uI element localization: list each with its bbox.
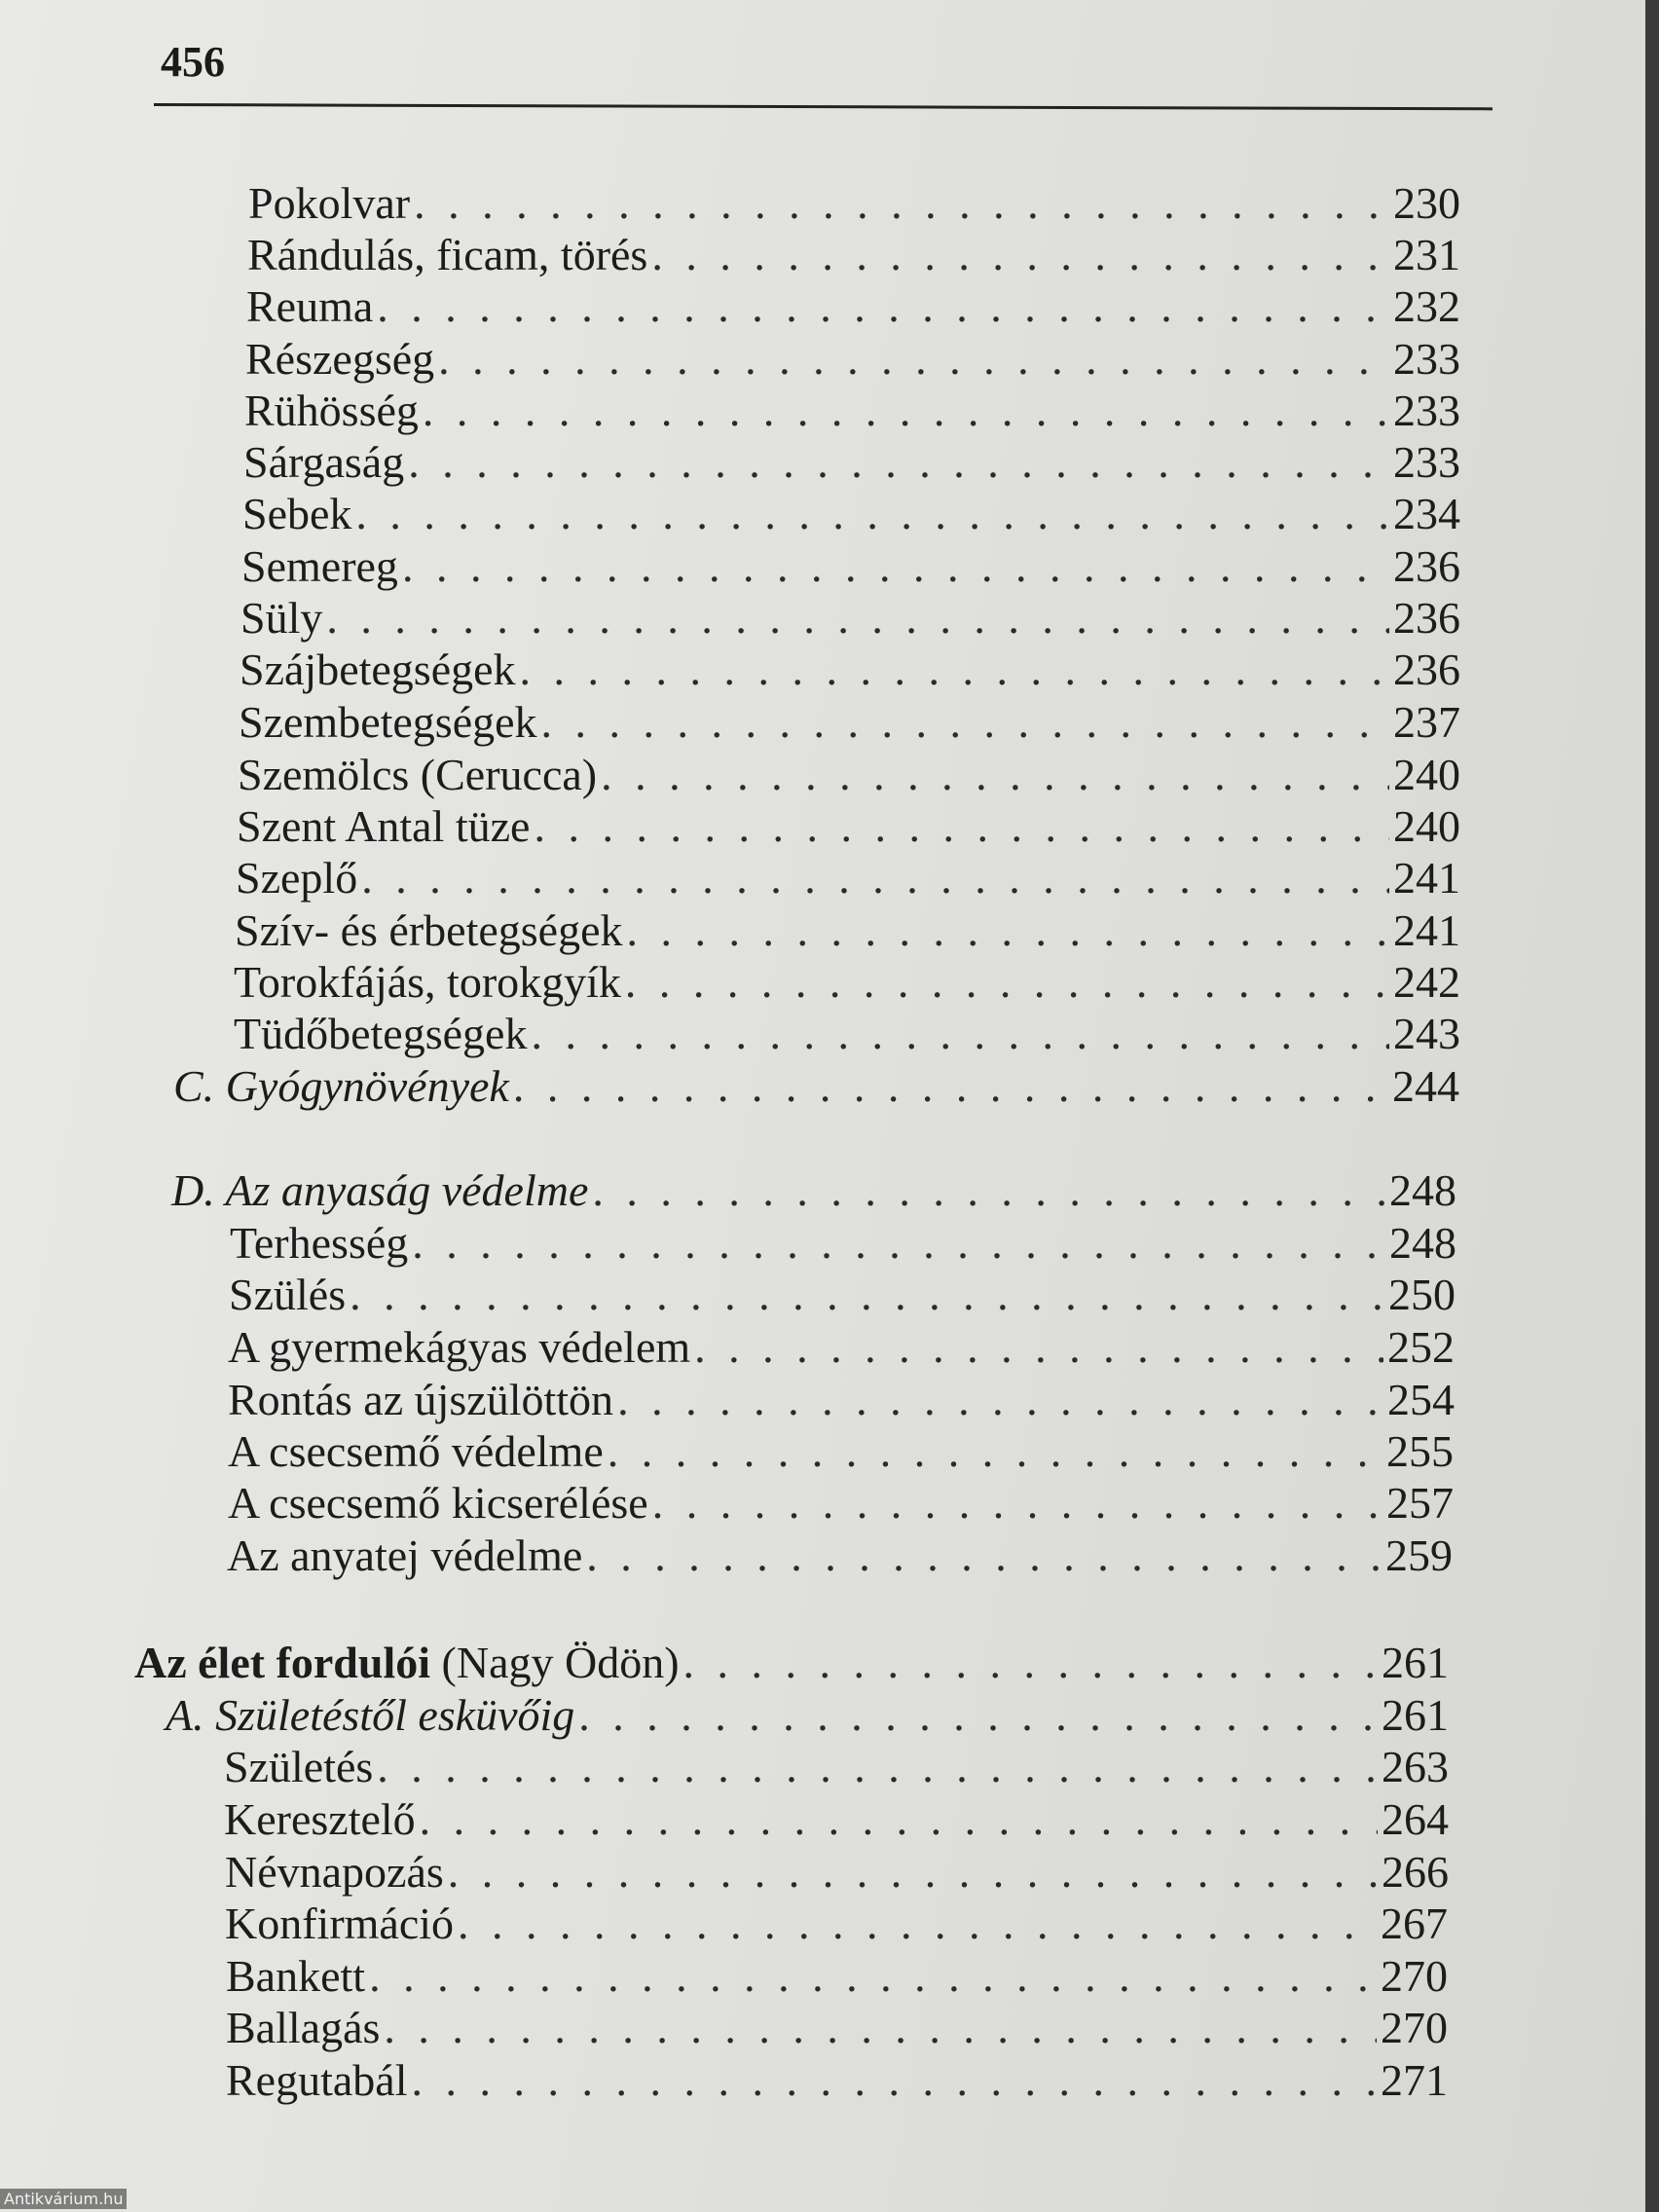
toc-entry [242,489,1460,539]
toc-section-entry [166,1690,1449,1741]
toc-entry-page: 233 [1393,334,1460,384]
dot-leader [355,489,1389,539]
page-number: 456 [161,38,225,86]
toc-entry-title: Tüdőbetegségek [234,1009,528,1058]
dot-leader [458,1899,1377,1949]
toc-entry [247,230,1460,280]
dot-leader [541,697,1389,748]
toc-entry-title: Szembetegségek [239,697,537,747]
toc-entry-title: Szülés [229,1270,347,1319]
toc-entry-page: 237 [1393,697,1460,747]
dot-leader [412,1218,1385,1269]
toc-entry-title: Rándulás, ficam, törés [247,230,648,279]
toc-entry-page: 234 [1393,489,1460,538]
toc-entry [240,645,1460,695]
toc-entry-page: 263 [1382,1742,1449,1791]
toc-entry-page: 270 [1381,2003,1448,2052]
toc-entry [237,801,1460,852]
toc-entry-title: Semereg [241,541,398,591]
toc-entry-page: 244 [1392,1061,1459,1111]
watermark: Antikvárium.hu [0,2189,127,2209]
toc-entry-page: 231 [1393,230,1460,279]
dot-leader [627,905,1389,956]
toc-entry-title: Bankett [226,1951,366,2001]
toc-entry-title: Pokolvar [248,178,411,228]
toc-entry-page: 248 [1389,1218,1456,1268]
dot-leader [694,1322,1383,1373]
toc-entry [226,1951,1448,2002]
toc-entry [228,1375,1455,1425]
dot-leader [384,2003,1377,2053]
toc-entry-title: Torokfájás, torokgyík [234,957,621,1007]
dot-leader [586,1530,1382,1581]
toc-entry-title: C. Gyógynövények [173,1061,509,1111]
toc-entry-page: 233 [1393,437,1460,487]
toc-entry-page: 270 [1381,1951,1448,2001]
toc-entry [248,178,1460,229]
toc-entry-title: Ballagás [226,2003,381,2052]
toc-entry-page: 241 [1393,905,1460,955]
toc-entry-title: Sárgaság [243,437,405,487]
dot-leader [601,750,1389,800]
toc-entry [243,437,1460,488]
toc-entry-title: Részegség [245,334,435,384]
dot-leader [513,1061,1388,1112]
page-edge [1645,0,1659,2212]
dot-leader [377,281,1389,332]
toc-entry-title: Sebek [242,489,352,538]
toc-entry [225,1899,1448,1949]
toc-section-entry [173,1061,1459,1112]
dot-leader [683,1638,1378,1688]
toc-entry [226,2055,1448,2106]
dot-leader [592,1165,1385,1216]
toc-entry-title: Konfirmáció [225,1899,455,1948]
toc-entry-page: 250 [1388,1270,1456,1319]
toc-entry [226,2003,1448,2053]
toc-entry-page: 259 [1385,1530,1453,1580]
toc-entry-title: A csecsemő kicserélése [228,1478,648,1528]
toc-entry-title: Regutabál [226,2055,408,2105]
dot-leader [402,541,1389,592]
toc-entry-title: Születés [224,1742,374,1791]
dot-leader [414,178,1389,229]
toc-entry-page: 264 [1382,1794,1449,1844]
toc-entry-page: 236 [1393,541,1460,591]
dot-leader [438,334,1389,385]
toc-entry-title: Reuma [246,281,374,331]
toc-entry-page: 252 [1387,1322,1455,1372]
dot-leader [423,386,1389,436]
toc-entry-page: 261 [1382,1638,1449,1687]
toc-entry-title: Keresztelő [224,1794,416,1844]
toc-entry-page: 236 [1393,645,1460,694]
toc-entry-title: Rontás az újszülöttön [228,1375,614,1424]
chapter-author: (Nagy Ödön) [441,1638,680,1687]
toc-section-entry [171,1165,1456,1216]
dot-leader [377,1742,1378,1792]
toc-entry [235,905,1460,956]
toc-entry-page: 261 [1382,1690,1449,1740]
toc-entry-page: 255 [1386,1426,1454,1476]
toc-entry-page: 248 [1389,1165,1456,1215]
toc-entry-page: 243 [1393,1009,1460,1058]
toc-entry [227,1530,1453,1581]
toc-entry-title: Szeplő [236,853,358,903]
dot-leader [361,853,1389,903]
toc-entry-page: 242 [1393,957,1460,1007]
dot-leader [534,801,1389,852]
toc-entry-title: D. Az anyaság védelme [171,1165,589,1215]
toc-entry-title: A. Születéstől esküvőig [166,1690,575,1740]
toc-entry-page: 271 [1381,2055,1448,2105]
dot-leader [369,1951,1377,2002]
toc-entry-title: Süly [240,593,323,643]
toc-entry [245,334,1460,385]
toc-entry [228,1478,1454,1529]
dot-leader [350,1270,1384,1320]
toc-entry-page: 236 [1393,593,1460,643]
toc-entry-page: 267 [1381,1899,1448,1948]
toc-entry-title: Terhesség [230,1218,409,1268]
toc-entry-page: 230 [1393,178,1460,228]
toc-entry-title: Szemölcs (Cerucca) [238,750,598,799]
dot-leader [408,437,1389,488]
dot-leader [625,957,1389,1008]
dot-leader [651,230,1389,280]
toc-entry [241,541,1460,592]
dot-leader [531,1009,1389,1059]
toc-entry [230,1218,1456,1269]
toc-entry [229,1270,1456,1320]
toc-entry [228,1426,1454,1477]
chapter-title: Az élet fordulói [134,1638,431,1687]
dot-leader [412,2055,1378,2106]
toc-entry [240,593,1460,644]
dot-leader [520,645,1389,695]
toc-entry [236,853,1460,903]
toc-entry [234,957,1460,1008]
toc-entry [246,281,1460,332]
toc-entry-page: 241 [1393,853,1460,903]
toc-entry [238,750,1460,800]
toc-entry-page: 254 [1387,1375,1455,1424]
toc-entry [224,1742,1449,1792]
toc-entry [224,1794,1449,1845]
toc-entry-title: Szájbetegségek [240,645,516,694]
toc-entry-title: Szent Antal tüze [237,801,531,851]
dot-leader [578,1690,1378,1741]
toc-entry-page: 233 [1393,386,1460,435]
toc-entry [234,1009,1460,1059]
dot-leader [608,1426,1382,1477]
toc-entry-page: 240 [1393,750,1460,799]
dot-leader [617,1375,1383,1425]
toc-entry [225,1847,1449,1898]
toc-chapter-entry [134,1638,1449,1688]
toc-entry [239,697,1460,748]
dot-leader [448,1847,1378,1898]
toc-entry-page: 240 [1393,801,1460,851]
dot-leader [420,1794,1378,1845]
dot-leader [326,593,1389,644]
toc-entry-page: 257 [1386,1478,1454,1528]
toc-entry-page: 232 [1393,281,1460,331]
toc-entry-title: Rühösség [244,386,419,435]
toc-entry [228,1322,1455,1373]
toc-entry-title: A csecsemő védelme [228,1426,604,1476]
toc-entry [244,386,1460,436]
toc-entry-page: 266 [1382,1847,1449,1897]
toc-entry-title: Az anyatej védelme [227,1530,583,1580]
toc-entry-title: Szív- és érbetegségek [235,905,623,955]
toc-entry-title: A gyermekágyas védelem [228,1322,691,1372]
toc-entry-title: Névnapozás [225,1847,444,1897]
toc-chapter-title [134,1638,680,1688]
dot-leader [652,1478,1382,1529]
